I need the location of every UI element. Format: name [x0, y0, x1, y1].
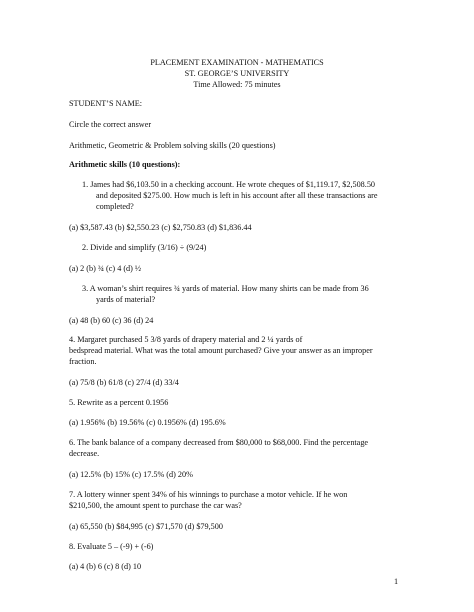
- answer-options: (a) 12.5% (b) 15% (c) 17.5% (d) 20%: [69, 470, 193, 479]
- question-text-line: 6. The bank balance of a company decreased from $80,000 to $68,000. Find the percentage: [69, 438, 369, 447]
- page-number: 1: [394, 577, 399, 586]
- question-text-line: yards of material?: [96, 295, 156, 304]
- answer-options: (a) 48 (b) 60 (c) 36 (d) 24: [69, 316, 154, 325]
- answer-options: (a) 65,550 (b) $84,995 (c) $71,570 (d) $79,500: [69, 522, 223, 531]
- question-text-line: 4. Margaret purchased 5 3/8 yards of drapery material and 2 ¼ yards of: [69, 335, 303, 344]
- question-text-line: 7. A lottery winner spent 34% of his winnings to purchase a motor vehicle. If he won: [69, 490, 348, 499]
- answer-options: (a) 1.956% (b) 19.56% (c) 0.1956% (d) 195.6%: [69, 418, 226, 427]
- answer-options: (a) 4 (b) 6 (c) 8 (d) 10: [69, 562, 142, 571]
- answer-options: (a) 75/8 (b) 61/8 (c) 27/4 (d) 33/4: [69, 378, 179, 387]
- question-text-line: 8. Evaluate 5 – (-9) + (-6): [69, 542, 154, 551]
- instruction-text: Circle the correct answer: [69, 120, 152, 129]
- question-text-line: 1. James had $6,103.50 in a checking account. He wrote cheques of $1,119.17, $2,508.50: [82, 180, 376, 189]
- question-text-line: fraction.: [69, 357, 97, 366]
- question-text-line: 5. Rewrite as a percent 0.1956: [69, 398, 169, 407]
- question-text-line: 3. A woman’s shirt requires ¾ yards of material. How many shirts can be made from 36: [82, 284, 369, 293]
- student-name-label: STUDENT’S NAME:: [69, 99, 143, 108]
- exam-title: PLACEMENT EXAMINATION - MATHEMATICS: [150, 58, 324, 67]
- question-text-line: $210,500, the amount spent to purchase the car was?: [69, 501, 242, 510]
- university-name: ST. GEORGE’S UNIVERSITY: [184, 69, 290, 78]
- question-text-line: bedspread material. What was the total amount purchased? Give your answer as an improper: [69, 346, 373, 355]
- answer-options: (a) $3,587.43 (b) $2,550.23 (c) $2,750.83 (d) $1,836.44: [69, 223, 252, 232]
- answer-options: (a) 2 (b) ¾ (c) 4 (d) ½: [69, 264, 142, 273]
- section-intro: Arithmetic, Geometric & Problem solving skills (20 questions): [69, 141, 276, 150]
- time-allowed: Time Allowed: 75 minutes: [193, 80, 281, 89]
- question-text-line: and deposited $275.00. How much is left in his account after all these transactions are: [96, 191, 378, 200]
- question-text-line: completed?: [96, 202, 134, 211]
- section-heading: Arithmetic skills (10 questions):: [69, 160, 181, 169]
- question-text-line: decrease.: [69, 449, 100, 458]
- question-text-line: 2. Divide and simplify (3/16) ÷ (9/24): [82, 243, 207, 252]
